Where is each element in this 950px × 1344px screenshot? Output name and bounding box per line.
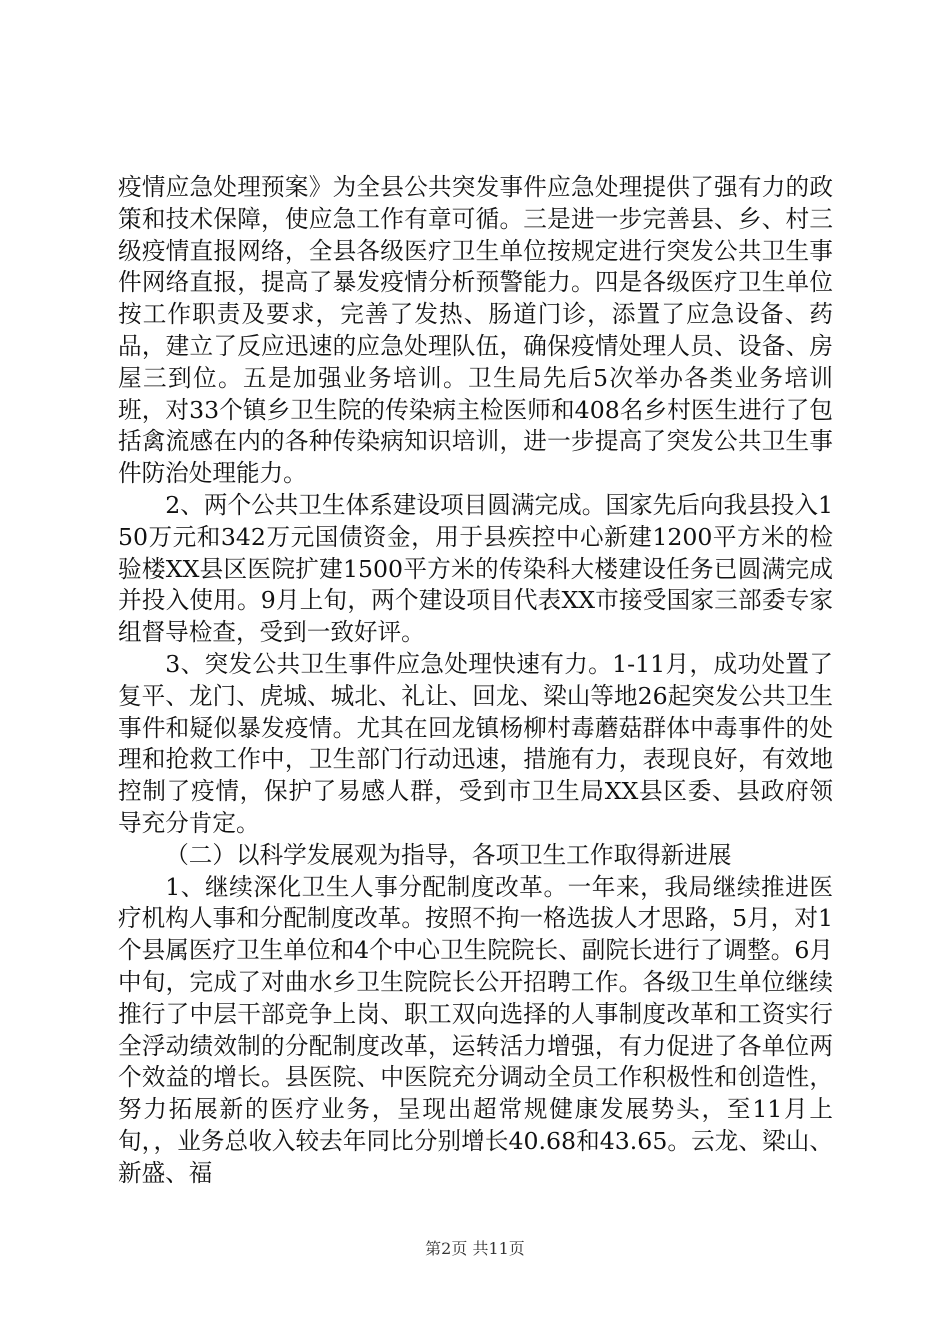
page-number: 第2页 共11页	[425, 1239, 525, 1258]
paragraph-1: 疫情应急处理预案》为全县公共突发事件应急处理提供了强有力的政策和技术保障，使应急工作有章可循。三是进一步完善县、乡、村三级疫情直报网络，全县各级医疗卫生单位按规定进行突发公共卫生事件网络直报，提高了暴发疫情分析预警能力。四是各级医疗卫生单位按工作职责及要求，完善了发热、肠道门诊，添置了应急设备、药品，建立了反应迅速的应急处理队伍，确保疫情处理人员、设备、房屋三到位。五是加强业务培训。卫生局先后5次举办各类业务培训班，对33个镇乡卫生院的传染病主检医师和408名乡村医生进行了包括禽流感在内的各种传染病知识培训，进一步提高了突发公共卫生事件防治处理能力。	[118, 173, 833, 488]
paragraph-5: 1、继续深化卫生人事分配制度改革。一年来，我局继续推进医疗机构人事和分配制度改革。按照不拘一格选拔人才思路，5月，对1个县属医疗卫生单位和4个中心卫生院院长、副院长进行了调整。6月中旬，完成了对曲水乡卫生院院长公开招聘工作。各级卫生单位继续推行了中层干部竞争上岗、职工双向选择的人事制度改革和工资实行全浮动绩效制的分配制度改革，运转活力增强，有力促进了各单位两个效益的增长。县医院、中医院充分调动全员工作积极性和创造性，努力拓展新的医疗业务，呈现出超常规健康发展势头，至11月上旬，，业务总收入较去年同比分别增长40.68和43.65。云龙、梁山、新盛、福	[118, 872, 833, 1187]
paragraph-3: 3、突发公共卫生事件应急处理快速有力。1-11月，成功处置了复平、龙门、虎城、城北、礼让、回龙、梁山等地26起突发公共卫生事件和疑似暴发疫情。尤其在回龙镇杨柳村毒蘑菇群体中毒事件的处理和抢救工作中，卫生部门行动迅速，措施有力，表现良好，有效地控制了疫情，保护了易感人群，受到市卫生局XX县区委、县政府领导充分肯定。	[118, 649, 833, 837]
paragraph-2: 2、两个公共卫生体系建设项目圆满完成。国家先后向我县投入150万元和342万元国债资金，用于县疾控中心新建1200平方米的检验楼XX县区医院扩建1500平方米的传染科大楼建设任务已圆满完成并投入使用。9月上旬，两个建设项目代表XX市接受国家三部委专家组督导检查，受到一致好评。	[118, 490, 833, 647]
document-body	[118, 172, 833, 1190]
section-heading: （二）以科学发展观为指导，各项卫生工作取得新进展	[165, 840, 732, 869]
